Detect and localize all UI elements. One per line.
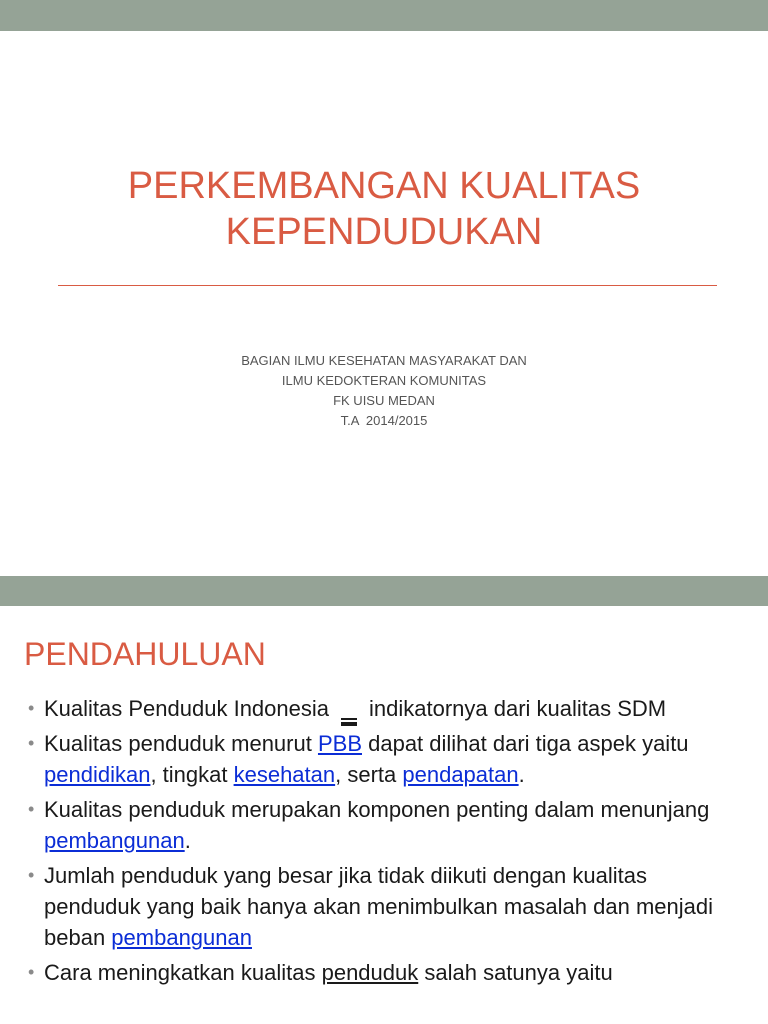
- bullet-text: Kualitas penduduk menurut: [44, 731, 318, 756]
- bullet-text: Cara meningkatkan kualitas: [44, 960, 322, 985]
- list-item: [28, 957, 748, 988]
- slide1-title: [0, 163, 768, 255]
- underlined-word-penduduk: penduduk: [321, 960, 419, 985]
- subtitle-line: ILMU KEDOKTERAN KOMUNITAS: [281, 373, 487, 388]
- slide1-title-line1: PERKEMBANGAN KUALITAS: [127, 165, 641, 207]
- subtitle-line: T.A 2014/2015: [340, 413, 428, 428]
- link-pembangunan[interactable]: pembangunan: [44, 828, 185, 853]
- slide1-title-line2: KEPENDUDUKAN: [225, 211, 543, 253]
- link-pendapatan[interactable]: pendapatan: [402, 762, 519, 787]
- slide2-title: PENDAHULUAN: [24, 636, 266, 672]
- list-item: [28, 794, 748, 856]
- bullet-text: , tingkat: [150, 762, 234, 787]
- slide2-top-band: [0, 576, 768, 606]
- bullet-icon: •: [28, 733, 35, 753]
- bullet-text: salah satunya yaitu: [418, 960, 613, 985]
- title-divider: [58, 285, 717, 286]
- slide1-subtitle: [0, 351, 768, 431]
- link-pendidikan[interactable]: pendidikan: [44, 762, 151, 787]
- list-item: [28, 860, 748, 953]
- bullet-text: dapat dilihat dari tiga aspek yaitu: [362, 731, 689, 756]
- link-pembangunan[interactable]: pembangunan: [111, 925, 252, 950]
- bullet-icon: •: [28, 799, 35, 819]
- link-kesehatan[interactable]: kesehatan: [233, 762, 336, 787]
- bullet-text: Jumlah penduduk yang besar jika tidak diikuti dengan kualitas penduduk yang baik hanya akan menimbulkan masalah dan menjadi beban: [44, 863, 714, 950]
- bullet-text: indikatornya dari kualitas SDM: [369, 696, 667, 721]
- list-item: [28, 728, 748, 790]
- bullet-text: .: [184, 828, 191, 853]
- bullet-text: Kualitas Penduduk Indonesia: [44, 696, 329, 721]
- bullet-text: , serta: [335, 762, 403, 787]
- link-pbb[interactable]: PBB: [317, 731, 362, 756]
- bullet-icon: •: [28, 962, 35, 982]
- bullet-icon: •: [28, 698, 35, 718]
- subtitle-line: FK UISU MEDAN: [333, 393, 435, 408]
- bullet-list: [28, 693, 748, 992]
- subtitle-line: BAGIAN ILMU KESEHATAN MASYARAKAT DAN: [241, 353, 527, 368]
- slide1-top-band: [0, 0, 768, 31]
- bullet-text: .: [518, 762, 525, 787]
- equals-sign-icon: [341, 718, 357, 726]
- bullet-icon: •: [28, 865, 35, 885]
- bullet-text: Kualitas penduduk merupakan komponen penting dalam menunjang: [44, 797, 710, 822]
- list-item: [28, 693, 748, 724]
